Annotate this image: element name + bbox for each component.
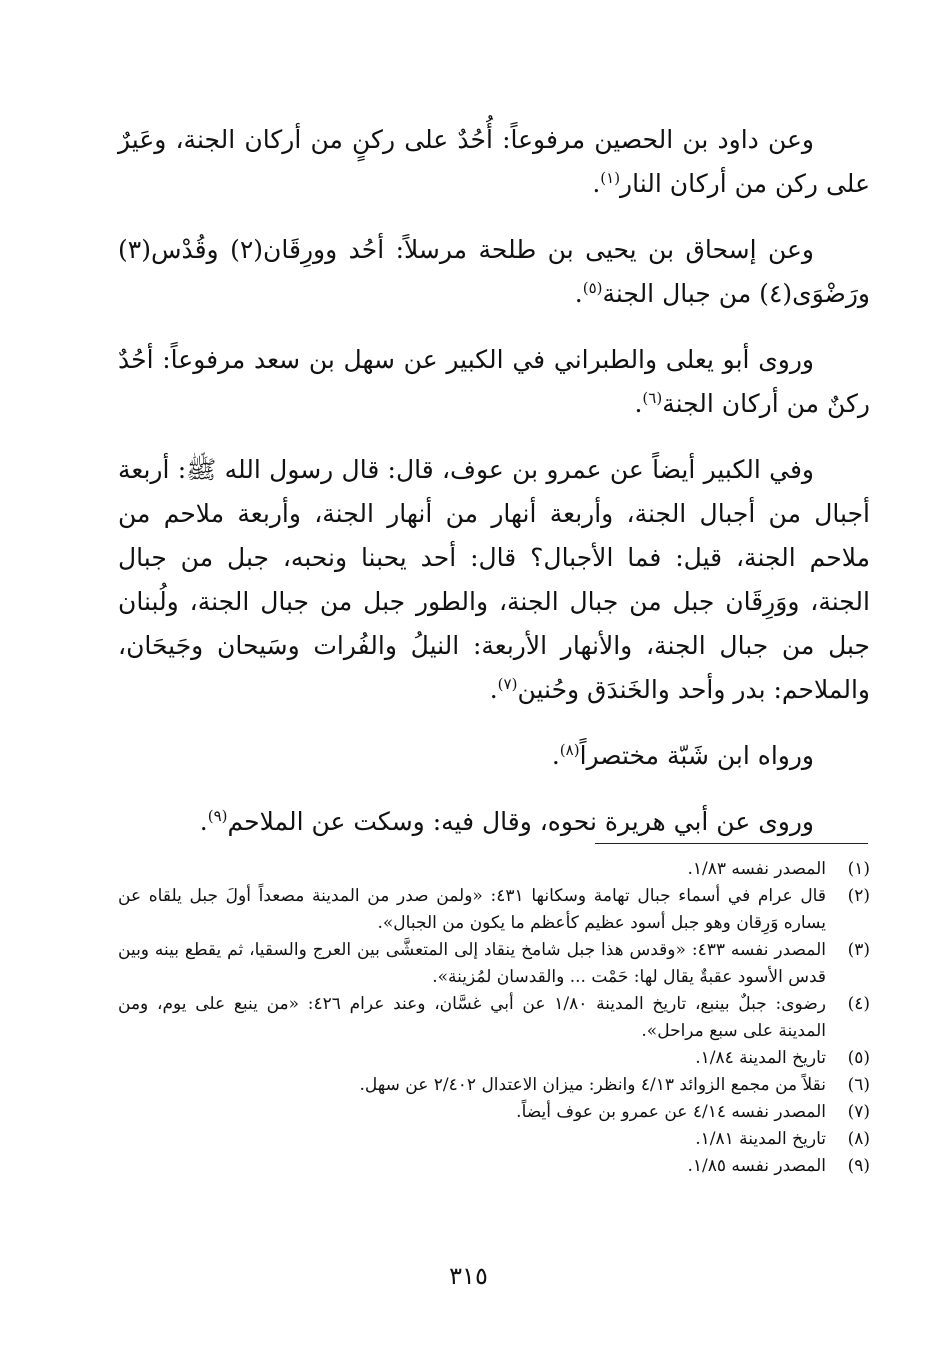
footnote-number: (١) xyxy=(847,859,870,879)
footnote-item xyxy=(118,1099,870,1126)
footnote-text: تاريخ المدينة ١/٨١. xyxy=(695,1129,826,1149)
footnote-item xyxy=(118,937,870,991)
paragraph-end: . xyxy=(199,807,208,836)
footnote-ref[interactable]: (٩) xyxy=(207,807,228,825)
footnote-text: المصدر نفسه ٤٣٣: «وقدس هذا جبل شامخ ينقاد إلى المتعشَّى بين العرج والسقيا، ثم يقطع بينه وبين قدس الأسود عقبةٌ يقال لها: حَمْت ... والقدسان لمُزينة». xyxy=(118,940,826,987)
paragraph-end: . xyxy=(551,741,560,770)
footnote-text: قال عرام في أسماء جبال تهامة وسكانها ٤٣١: «ولمن صدر من المدينة مصعداً أولَ جبل يلقاه عن يساره وَرِقان وهو جبل أسود عظيم كأعظم ما يكون من الجبال». xyxy=(118,886,826,933)
footnote-item xyxy=(118,1045,870,1072)
footnote-number: (٦) xyxy=(847,1075,870,1095)
paragraph-text: وروى أبو يعلى والطبراني في الكبير عن سهل بن سعد مرفوعاً: أحُدٌ ركنٌ من أركان الجنة xyxy=(118,345,870,418)
footnote-text: المصدر نفسه ١/٨٣. xyxy=(687,859,826,879)
footnotes xyxy=(118,856,870,1180)
footnote-text: المصدر نفسه ٤/١٤ عن عمرو بن عوف أيضاً. xyxy=(516,1102,826,1122)
footnote-ref[interactable]: (١) xyxy=(600,169,621,187)
footnote-text: المصدر نفسه ١/٨٥. xyxy=(687,1156,826,1176)
footnote-number: (٧) xyxy=(847,1102,870,1122)
paragraph-text: ورواه ابن شَبّة مختصراً xyxy=(579,741,814,770)
footnote-divider xyxy=(595,843,868,844)
paragraph-3 xyxy=(118,338,870,426)
footnote-text: رضوى: جبلٌ بينبع، تاريخ المدينة ١/٨٠ عن أبي غسَّان، وعند عرام ٤٢٦: «من ينبع على يوم، ومن المدينة على سبع مراحل». xyxy=(118,994,826,1041)
footnote-number: (٥) xyxy=(847,1048,870,1068)
footnote-item xyxy=(118,1153,870,1180)
paragraph-5 xyxy=(118,734,870,778)
footnote-ref[interactable]: (٦) xyxy=(642,389,663,407)
footnote-item xyxy=(118,991,870,1045)
footnote-number: (٩) xyxy=(847,1156,870,1176)
paragraph-text: وروى عن أبي هريرة نحوه، وقال فيه: وسكت عن الملاحم xyxy=(227,807,814,836)
footnote-item xyxy=(118,1072,870,1099)
footnote-ref[interactable]: (٥) xyxy=(582,279,603,297)
paragraph-end: . xyxy=(489,675,498,704)
paragraph-6 xyxy=(118,800,870,844)
footnote-number: (٢) xyxy=(847,886,870,906)
footnote-ref[interactable]: (٨) xyxy=(559,741,580,759)
footnote-ref[interactable]: (٧) xyxy=(497,675,518,693)
footnote-item xyxy=(118,1126,870,1153)
footnote-number: (٨) xyxy=(847,1129,870,1149)
footnote-number: (٤) xyxy=(847,994,870,1014)
paragraph-text: وفي الكبير أيضاً عن عمرو بن عوف، قال: قال رسول الله ﷺ: أربعة أجبال من أجبال الجنة، وأربعة أنهار من أنهار الجنة، وأربعة ملاحم من ملاحم الجنة، قيل: فما الأجبال؟ قال: أحد يحبنا ونحبه، جبل من جبال الجنة، ووَرِقَان جبل من جبال الجنة، والطور جبل من جبال الجنة، ولُبنان جبل من جبال الجنة، والأنهار الأربعة: النيلُ والفُرات وسَيحان وجَيحَان، والملاحم: بدر وأحد والخَندَق وحُنين xyxy=(118,455,870,704)
paragraph-2 xyxy=(118,228,870,316)
footnote-item xyxy=(118,883,870,937)
main-text xyxy=(118,118,870,866)
footnote-text: نقلاً من مجمع الزوائد ٤/١٣ وانظر: ميزان الاعتدال ٢/٤٠٢ عن سهل. xyxy=(359,1075,826,1095)
paragraph-text: وعن إسحاق بن يحيى بن طلحة مرسلاً: أحُد وورِقَان(٢) وقُدْس(٣) ورَضْوَى(٤) من جبال الجنة xyxy=(118,235,870,308)
footnote-text: تاريخ المدينة ١/٨٤. xyxy=(695,1048,826,1068)
paragraph-text: وعن داود بن الحصين مرفوعاً: أُحُدٌ على ركنٍ من أركان الجنة، وعَيرٌ على ركن من أركان النار xyxy=(118,125,870,198)
footnote-item xyxy=(118,856,870,883)
footnote-number: (٣) xyxy=(847,940,870,960)
page-number: ٣١٥ xyxy=(449,1262,488,1290)
paragraph-end: . xyxy=(634,389,643,418)
paragraph-1 xyxy=(118,118,870,206)
paragraph-end: . xyxy=(574,279,583,308)
paragraph-end: . xyxy=(592,169,601,198)
paragraph-4 xyxy=(118,448,870,712)
